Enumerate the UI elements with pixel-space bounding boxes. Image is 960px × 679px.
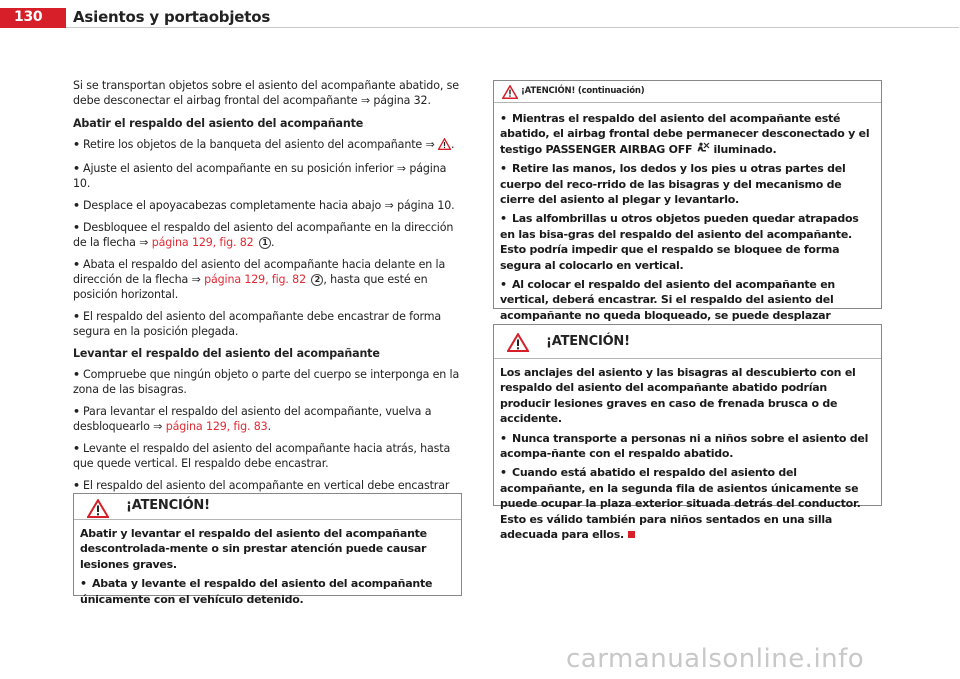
warning-text: Abatir y levantar el respaldo del asiento del acompañante descontrolada-mente o sin prestar atención puede causar lesiones graves. <box>80 527 427 571</box>
warning-header <box>494 325 881 359</box>
warning-box-left <box>73 493 462 606</box>
list-item: • El respaldo del asiento del acompañante en vertical debe encastrar <box>73 479 450 492</box>
warning-triangle-icon <box>507 333 529 356</box>
page-number: 130 <box>14 9 43 25</box>
bullet-icon: • <box>500 278 507 292</box>
warning-box-right <box>493 324 882 542</box>
warning-body <box>494 359 881 550</box>
warning-triangle-icon <box>502 84 518 103</box>
warning-title: ¡ATENCIÓN! <box>546 334 630 349</box>
page-header <box>0 0 960 27</box>
warning-body <box>74 520 461 615</box>
bullet-icon: • <box>73 138 80 151</box>
warning-triangle-icon <box>87 499 109 522</box>
section-heading-fold: Abatir el respaldo del asiento del acompañante <box>73 117 364 130</box>
callout-badge: 2 <box>311 274 323 286</box>
list-item: • Abata el respaldo del asiento del acompañante hacia delante en la dirección de la flecha ⇒ página 129, fig. 82 2 , hasta que esté en posición horizontal. <box>73 258 446 301</box>
list-item: • Compruebe que ningún objeto o parte del cuerpo se interponga en la zona de las bisagras. <box>73 368 460 396</box>
chapter-title: Asientos y portaobjetos <box>73 8 271 26</box>
intro-text: Si se transportan objetos sobre el asiento del acompañante abatido, se debe desconectar el airbag frontal del acompañante <box>73 79 459 107</box>
bullet-icon: • <box>73 199 80 212</box>
callout-badge: 1 <box>259 237 271 249</box>
bullet-icon: • <box>500 162 507 176</box>
warning-title: ¡ATENCIÓN! <box>126 498 210 513</box>
bullet-icon: • <box>73 405 80 418</box>
warning-continued-title: ¡ATENCIÓN! (continuación) <box>521 86 645 96</box>
bullet-icon: • <box>73 258 80 271</box>
bullet-icon: • <box>80 577 87 591</box>
warning-continued-header <box>494 81 881 103</box>
bullet-icon: • <box>500 466 507 480</box>
list-item: • Desbloquee el respaldo del asiento del acompañante en la dirección de la flecha ⇒ página 129, fig. 82 1 . <box>73 221 454 249</box>
ref-arrow-icon: ⇒ <box>384 199 394 212</box>
end-square-icon <box>628 531 635 538</box>
warning-continued-box <box>493 80 882 322</box>
list-item: • Retire los objetos de la banqueta del asiento del acompañante ⇒ . <box>73 137 463 154</box>
list-item: • Para levantar el respaldo del asiento del acompañante, vuelva a desbloquearlo ⇒ página 129, fig. 83. <box>73 405 432 433</box>
list-item: • Cuando está abatido el respaldo del asiento del acompañante, en la segunda fila de asientos únicamente se puede ocupar la plaza exterior situada detrás del conductor. Esto es válido también para niños sentados en una silla adecuada para ellos. <box>500 466 861 542</box>
list-item: • Retire las manos, los dedos y los pies u otras partes del cuerpo del reco-rrido de las bisagras y del mecanismo de cierre del asiento al plegar y levantarlo. <box>500 162 846 207</box>
bullet-icon: • <box>73 162 80 175</box>
list-item: • Nunca transporte a personas ni a niños sobre el asiento del acompa-ñante con el respaldo abatido. <box>500 431 869 461</box>
warning-triangle-icon <box>438 138 451 154</box>
ref-arrow-icon: ⇒ <box>396 162 406 175</box>
list-item: • Mientras el respaldo del asiento del acompañante esté abatido, el airbag frontal debe permanecer desconectado y el testigo PASSENGER AIRBAG OFF iluminado. <box>500 112 870 156</box>
ref-arrow-icon: ⇒ <box>425 138 435 151</box>
watermark: carmanualsonline.info <box>566 644 865 674</box>
intro-paragraph <box>73 78 463 108</box>
intro-ref: página 32. <box>373 94 431 107</box>
figure-link[interactable]: ⇒ página 129, fig. 83 <box>153 420 268 433</box>
bullet-icon: • <box>500 112 507 125</box>
header-rule <box>66 27 959 28</box>
figure-link[interactable]: ⇒ página 129, fig. 82 <box>139 236 254 249</box>
left-column <box>73 78 463 515</box>
list-item: • El respaldo del asiento del acompañante debe encastrar de forma segura en la posición plegada. <box>73 310 442 338</box>
warning-header <box>74 494 461 520</box>
warning-continued-body <box>494 103 881 347</box>
bullet-icon: • <box>73 310 80 323</box>
list-item: • Ajuste el asiento del acompañante en su posición inferior ⇒ página 10. <box>73 162 447 190</box>
bullet-icon: • <box>73 368 80 381</box>
figure-link[interactable]: ⇒ página 129, fig. 82 <box>191 273 306 286</box>
bullet-icon: • <box>500 212 507 226</box>
bullet-icon: • <box>73 442 80 455</box>
list-item: • Levante el respaldo del asiento del acompañante hacia atrás, hasta que quede vertical. El respaldo debe encastrar. <box>73 442 451 470</box>
list-item: • Las alfombrillas u otros objetos pueden quedar atrapados en las bisa-gras del respaldo del asiento del acompañante. Esto podría impedir que el respaldo se bloquee de forma segura al colocarlo en vertical. <box>500 212 859 272</box>
bullet-icon: • <box>73 479 80 492</box>
airbag-off-icon <box>696 143 710 156</box>
section-heading-raise: Levantar el respaldo del asiento del acompañante <box>73 347 380 360</box>
ref-arrow-icon: ⇒ <box>360 94 370 107</box>
warning-text: Los anclajes del asiento y las bisagras al descubierto con el respaldo del asiento del acompañante abatido podrían producir lesiones graves en caso de frenada brusca o de accidente. <box>500 366 856 426</box>
list-item: • Abata y levante el respaldo del asiento del acompañante únicamente con el vehículo detenido. <box>80 577 433 606</box>
list-item: • Desplace el apoyacabezas completamente hacia abajo ⇒ página 10. <box>73 199 455 212</box>
bullet-icon: • <box>73 221 80 234</box>
bullet-icon: • <box>500 431 507 445</box>
list-item: • Al colocar el respaldo del asiento del acompañante en vertical, deberá encastrar. Si el respaldo del asiento del acompañante no queda bloqueado, se puede desplazar <box>500 278 836 322</box>
